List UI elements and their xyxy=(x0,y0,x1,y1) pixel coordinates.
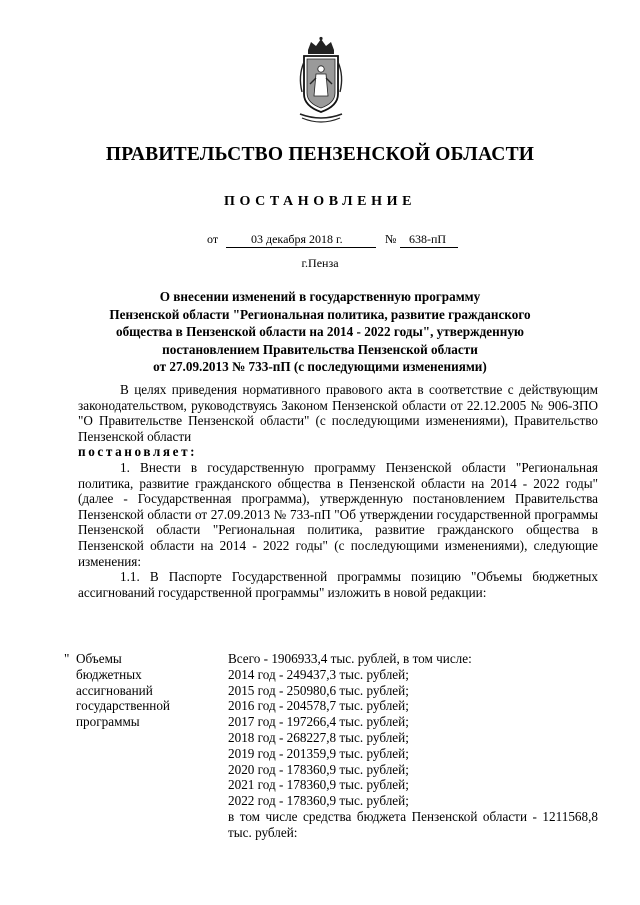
city: г.Пенза xyxy=(301,256,339,270)
document-body xyxy=(78,382,598,600)
number-underline xyxy=(400,247,458,248)
resolves-word: постановляет: xyxy=(78,444,198,460)
year-line: 2021 год - 178360,9 тыс. рублей; xyxy=(228,777,409,793)
coat-of-arms-icon xyxy=(296,36,346,126)
label-line: Объемы xyxy=(76,651,122,666)
item-1-paragraph: 1. Внести в государственную программу Пензенской области "Региональная политика, развитие гражданского общества в Пензенской области на 2014 - 2022 годы" (далее - Государственная программа), утвержденную постановлением Правительства Пензенской области от 27.09.2013 № 733-пП "Об утверждении государственной программы Пензенской области "Региональная политика, развитие гражданского общества в Пензенской области на 2014 - 2022 годы" (с последующими изменениями), следующие изменения: xyxy=(78,459,598,569)
year-line: 2018 год - 268227,8 тыс. рублей; xyxy=(228,729,409,745)
year-line: 2020 год - 178360,9 тыс. рублей; xyxy=(228,761,409,777)
year-line: 2017 год - 197266,4 тыс. рублей; xyxy=(228,714,409,730)
subject-line: Пензенской области "Региональная политика, развитие гражданского xyxy=(109,306,531,322)
government-title: ПРАВИТЕЛЬСТВО ПЕНЗЕНСКОЙ ОБЛАСТИ xyxy=(105,144,535,165)
subject-line: О внесении изменений в государственную программу xyxy=(159,289,481,304)
subject-line: постановлением Правительства Пензенской области xyxy=(162,341,478,357)
document-type: ПОСТАНОВЛЕНИЕ xyxy=(223,194,417,209)
subject-line: общества в Пензенской области на 2014 - 2022 годы", утвержденную xyxy=(115,324,524,339)
date-underline xyxy=(226,247,376,248)
year-line: 2022 год - 178360,9 тыс. рублей; xyxy=(228,793,409,809)
total-line: Всего - 1906933,4 тыс. рублей, в том числе: xyxy=(228,651,472,666)
from-label: от xyxy=(207,232,219,246)
subject-line: от 27.09.2013 № 733-пП (с последующими изменениями) xyxy=(153,359,487,374)
year-line: 2015 год - 250980,6 тыс. рублей; xyxy=(228,682,409,698)
number-label: № xyxy=(385,232,397,246)
label-line: программы xyxy=(76,714,140,730)
year-line: 2016 год - 204578,7 тыс. рублей; xyxy=(228,698,409,714)
year-line: 2019 год - 201359,9 тыс. рублей; xyxy=(228,745,409,761)
year-line: 2014 год - 249437,3 тыс. рублей; xyxy=(228,666,409,682)
budget-note: в том числе средства бюджета Пензенской области - 1211568,8 тыс. рублей: xyxy=(228,808,598,840)
table-value-cell xyxy=(228,651,598,841)
label-line: ассигнований xyxy=(76,682,153,698)
table-label-cell xyxy=(76,651,206,730)
document-number: 638-пП xyxy=(409,232,447,246)
opening-quote: " xyxy=(64,651,70,666)
document-subject xyxy=(60,288,580,376)
document-date: 03 декабря 2018 г. xyxy=(251,232,343,246)
item-1-1-paragraph: 1.1. В Паспорте Государственной программы позицию "Объемы бюджетных ассигнований государственной программы" изложить в новой редакции: xyxy=(78,569,598,600)
label-line: бюджетных xyxy=(76,666,142,682)
label-line: государственной xyxy=(76,698,170,714)
preamble-paragraph: В целях приведения нормативного правового акта в соответствие с действующим законодательством, руководствуясь Законом Пензенской области от 22.12.2005 № 906-ЗПО "О Правительстве Пензенской области" (с последующими изменениями), Правительство Пензенской области xyxy=(78,382,598,444)
